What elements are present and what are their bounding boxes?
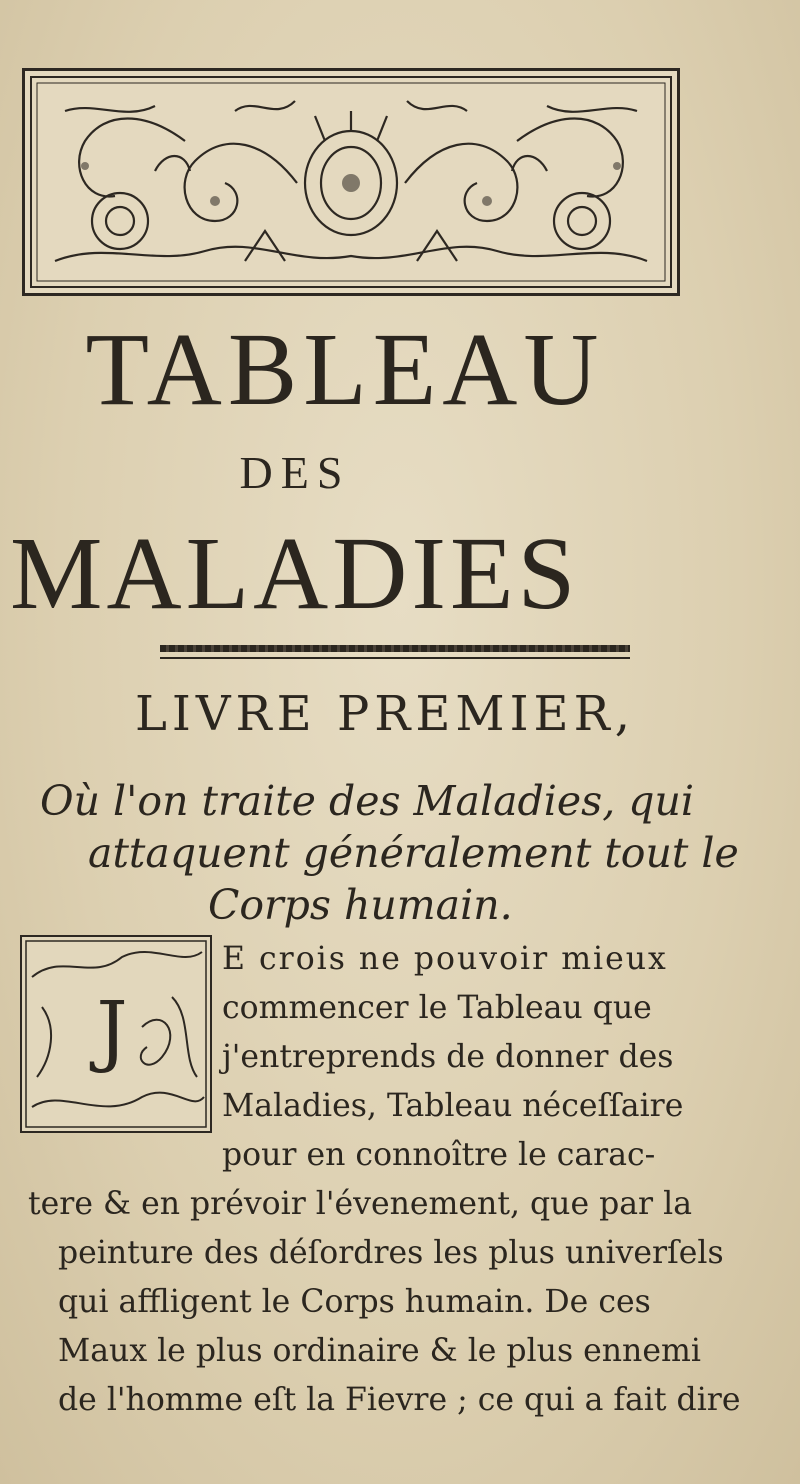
text-line: de l'homme eſt la Fievre ; ce qui a fait dire bbox=[58, 1382, 741, 1418]
text-line: E crois ne pouvoir mieux bbox=[222, 941, 668, 977]
ornamental-headpiece bbox=[22, 68, 680, 296]
text-line: peinture des déſordres les plus univerſels bbox=[58, 1235, 724, 1271]
title-des: DES bbox=[239, 447, 351, 498]
text-line: Maladies, Tableau néceſſaire bbox=[222, 1088, 684, 1124]
subtitle-line: Où l'on traite des Maladies, qui bbox=[40, 777, 695, 825]
title-tableau: TABLEAU bbox=[85, 312, 605, 427]
subtitle-line: Corps humain. bbox=[208, 881, 513, 929]
text-line: pour en connoître le carac- bbox=[222, 1137, 656, 1173]
title-maladies: MALADIES bbox=[10, 516, 580, 631]
svg-text:J: J bbox=[96, 986, 128, 1076]
decorative-rule bbox=[160, 645, 630, 652]
ornamental-dropcap bbox=[20, 935, 212, 1133]
text-line: Maux le plus ordinaire & le plus ennemi bbox=[58, 1333, 701, 1369]
book-heading: LIVRE PREMIER, bbox=[135, 686, 635, 742]
text-line: j'entreprends de donner des bbox=[222, 1039, 674, 1075]
text-line: qui affligent le Corps humain. De ces bbox=[58, 1284, 651, 1320]
thin-rule bbox=[160, 657, 630, 659]
book-subtitle bbox=[40, 775, 780, 931]
subtitle-line: attaquent généralement tout le bbox=[88, 829, 739, 877]
text-line: commencer le Tableau que bbox=[222, 990, 652, 1026]
text-line: tere & en prévoir l'évenement, que par la bbox=[28, 1186, 692, 1222]
